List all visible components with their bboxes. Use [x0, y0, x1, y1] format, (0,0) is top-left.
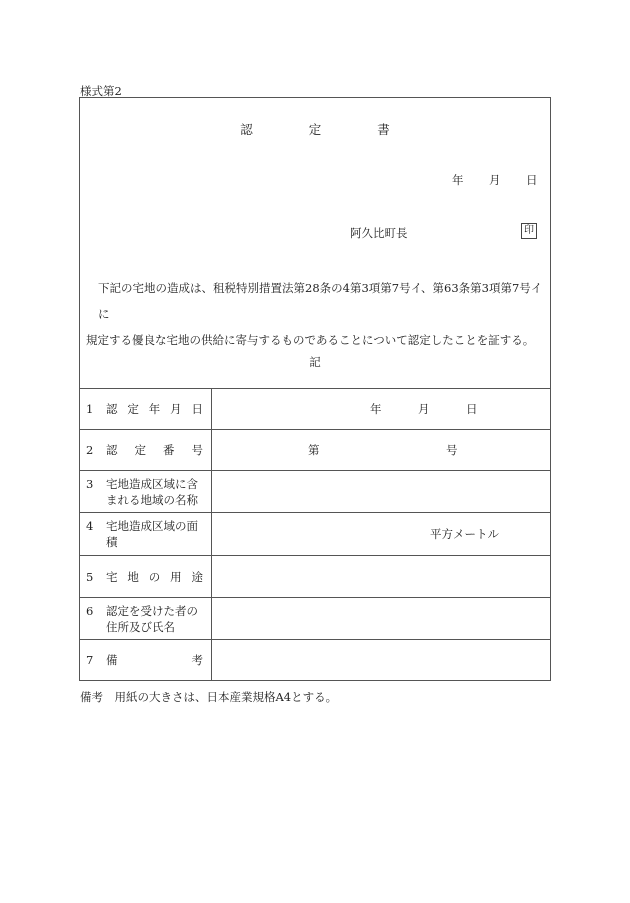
label-line: 住所及び氏名 [106, 619, 175, 634]
table-row [80, 389, 550, 430]
row-label [80, 556, 212, 598]
row-label-text: 宅 地 の 用 途 [106, 569, 203, 584]
ki-heading: 記 [309, 355, 321, 369]
label-line: 積 [106, 535, 118, 549]
row-label-text: 認 定 番 号 [106, 443, 203, 457]
row-number: 3 [86, 476, 94, 491]
table-row [80, 640, 550, 681]
row-value [212, 471, 551, 513]
label-line: まれる地域の名称 [106, 492, 198, 507]
row-value [212, 389, 551, 430]
value-dai: 第 [308, 443, 320, 457]
label-line: 宅地造成区域に含 [106, 476, 198, 491]
row-value [212, 430, 551, 471]
certificate-title: 認定書 [240, 122, 446, 137]
row-label [80, 640, 212, 681]
label-char: 考 [191, 653, 203, 668]
row-number: 6 [86, 603, 94, 618]
table-row [80, 598, 550, 640]
row-label [80, 389, 212, 430]
label-line: 宅地造成区域の面 [106, 519, 198, 533]
date-month: 月 [489, 173, 501, 187]
value-go: 号 [446, 443, 458, 457]
label-char: 備 [106, 653, 118, 668]
row-label [80, 513, 212, 556]
row-number: 4 [86, 519, 94, 533]
row-label [80, 598, 212, 640]
certificate-body [86, 275, 546, 353]
row-value [212, 513, 551, 556]
row-value [212, 598, 551, 640]
row-number: 7 [86, 653, 94, 668]
items-table [80, 388, 550, 681]
row-label [80, 430, 212, 471]
row-number: 5 [86, 569, 94, 584]
row-label-text: 認 定 年 月 日 [106, 402, 203, 416]
table-row [80, 556, 550, 598]
table-row [80, 471, 550, 513]
row-label-text [106, 603, 210, 635]
value-year: 年 [370, 402, 382, 416]
row-label [80, 471, 212, 513]
value-day: 日 [466, 402, 478, 416]
certificate-frame [79, 97, 551, 681]
table-row [80, 430, 550, 471]
date-day: 日 [526, 173, 538, 187]
seal-mark: 印 [521, 223, 537, 239]
form-number-label: 様式第2 [80, 84, 122, 98]
row-value [212, 640, 551, 681]
row-label-text [106, 652, 203, 668]
row-label-text [106, 476, 210, 508]
value-area-unit: 平方メートル [430, 527, 499, 541]
date-year: 年 [452, 173, 464, 187]
body-line-1: 下記の宅地の造成は、租税特別措置法第28条の4第3項第7号イ、第63条第3項第7号イに [98, 281, 543, 321]
remark-note: 備考 用紙の大きさは、日本産業規格A4とする。 [80, 690, 338, 704]
value-month: 月 [418, 402, 430, 416]
row-number: 1 [86, 402, 94, 416]
row-number: 2 [86, 443, 94, 457]
row-label-text [106, 518, 210, 550]
label-line: 認定を受けた者の [106, 603, 198, 618]
table-row [80, 513, 550, 556]
certificate-header [80, 98, 550, 390]
body-line-2: 規定する優良な宅地の供給に寄与するものであることについて認定したことを証する。 [86, 333, 535, 347]
row-value [212, 556, 551, 598]
issuer-name: 阿久比町長 [350, 226, 408, 240]
